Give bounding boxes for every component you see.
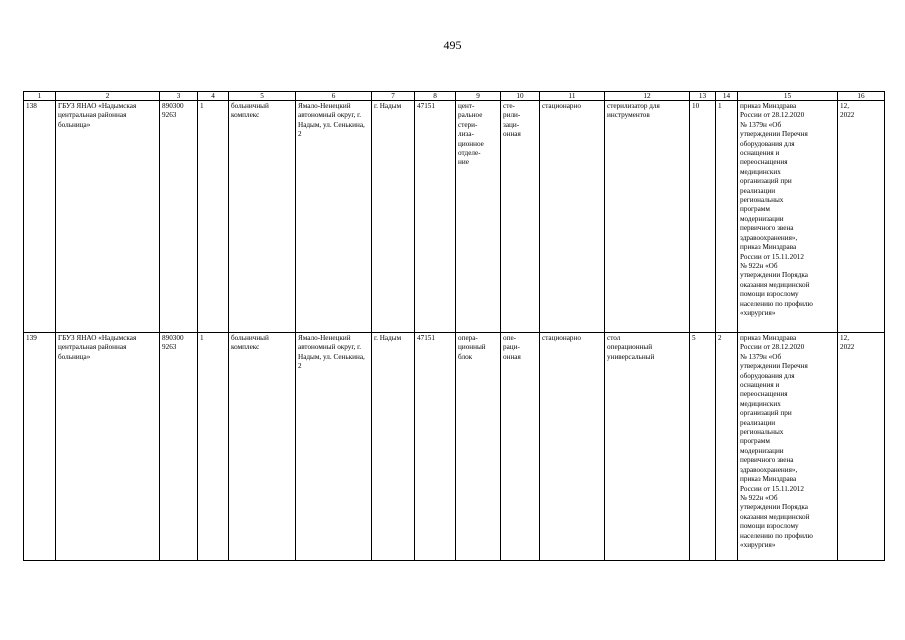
department-cell: опера- ционный блок [456, 333, 501, 561]
col14-cell: 1 [716, 101, 738, 333]
inn-cell: 890300 9263 [160, 333, 198, 561]
column-number: 16 [838, 92, 885, 101]
equipment-cell: стол операционный универсальный [605, 333, 690, 561]
room-cell: опе- раци- онная [501, 333, 540, 561]
locality-cell: г. Надым [372, 333, 415, 561]
col13-cell: 5 [690, 333, 716, 561]
column-number: 11 [540, 92, 605, 101]
room-cell: сте- рили- заци- онная [501, 101, 540, 333]
row-number-cell: 138 [24, 101, 56, 333]
oktmo-cell: 47151 [415, 333, 456, 561]
column-number: 15 [738, 92, 838, 101]
object-type-cell: больничный комплекс [229, 101, 296, 333]
column-number: 12 [605, 92, 690, 101]
locality-cell: г. Надым [372, 101, 415, 333]
equipment-cell: стерилизатор для инструментов [605, 101, 690, 333]
equipment-registry-table [23, 91, 885, 561]
column-number: 9 [456, 92, 501, 101]
table-row [24, 333, 885, 561]
column-number: 13 [690, 92, 716, 101]
col13-cell: 10 [690, 101, 716, 333]
inn-cell: 890300 9263 [160, 101, 198, 333]
page-number: 495 [443, 38, 462, 52]
column-number: 2 [56, 92, 160, 101]
column-number: 5 [229, 92, 296, 101]
column-number: 6 [296, 92, 372, 101]
col14-cell: 2 [716, 333, 738, 561]
organization-cell: ГБУЗ ЯНАО «Надымская центральная районная больница» [56, 333, 160, 561]
column-number: 8 [415, 92, 456, 101]
date-cell: 12, 2022 [838, 101, 885, 333]
address-cell: Ямало-Ненецкий автономный округ, г. Надым, ул. Сенькина, 2 [296, 333, 372, 561]
column-number: 14 [716, 92, 738, 101]
column-number: 4 [198, 92, 229, 101]
address-cell: Ямало-Ненецкий автономный округ, г. Надым, ул. Сенькина, 2 [296, 101, 372, 333]
regulation-cell: приказ Минздрава России от 28.12.2020 № 1379н «Об утверждении Перечня оборудования для оснащения и переоснащения медицинских организаций при реализации региональных программ модернизации первичного звена здравоохранения», приказ Минздрава России от 15.11.2012 № 922н «Об утверждении Порядка оказания медицинской помощи взрослому населению по профилю «хирургия» [738, 101, 838, 333]
column-number: 7 [372, 92, 415, 101]
organization-cell: ГБУЗ ЯНАО «Надымская центральная районная больница» [56, 101, 160, 333]
column-number: 3 [160, 92, 198, 101]
column-number: 1 [24, 92, 56, 101]
date-cell: 12, 2022 [838, 333, 885, 561]
column-number-row [24, 92, 885, 101]
row-number-cell: 139 [24, 333, 56, 561]
col4-cell: 1 [198, 101, 229, 333]
care-condition-cell: стационарно [540, 333, 605, 561]
table-row [24, 101, 885, 333]
object-type-cell: больничный комплекс [229, 333, 296, 561]
department-cell: цент- ральное стери- лиза- ционное отделе- ние [456, 101, 501, 333]
oktmo-cell: 47151 [415, 101, 456, 333]
column-number: 10 [501, 92, 540, 101]
regulation-cell: приказ Минздрава России от 28.12.2020 № 1379н «Об утверждении Перечня оборудования для оснащения и переоснащения медицинских организаций при реализации региональных программ модернизации первичного звена здравоохранения», приказ Минздрава России от 15.11.2012 № 922н «Об утверждении Порядка оказания медицинской помощи взрослому населению по профилю «хирургия» [738, 333, 838, 561]
col4-cell: 1 [198, 333, 229, 561]
care-condition-cell: стационарно [540, 101, 605, 333]
